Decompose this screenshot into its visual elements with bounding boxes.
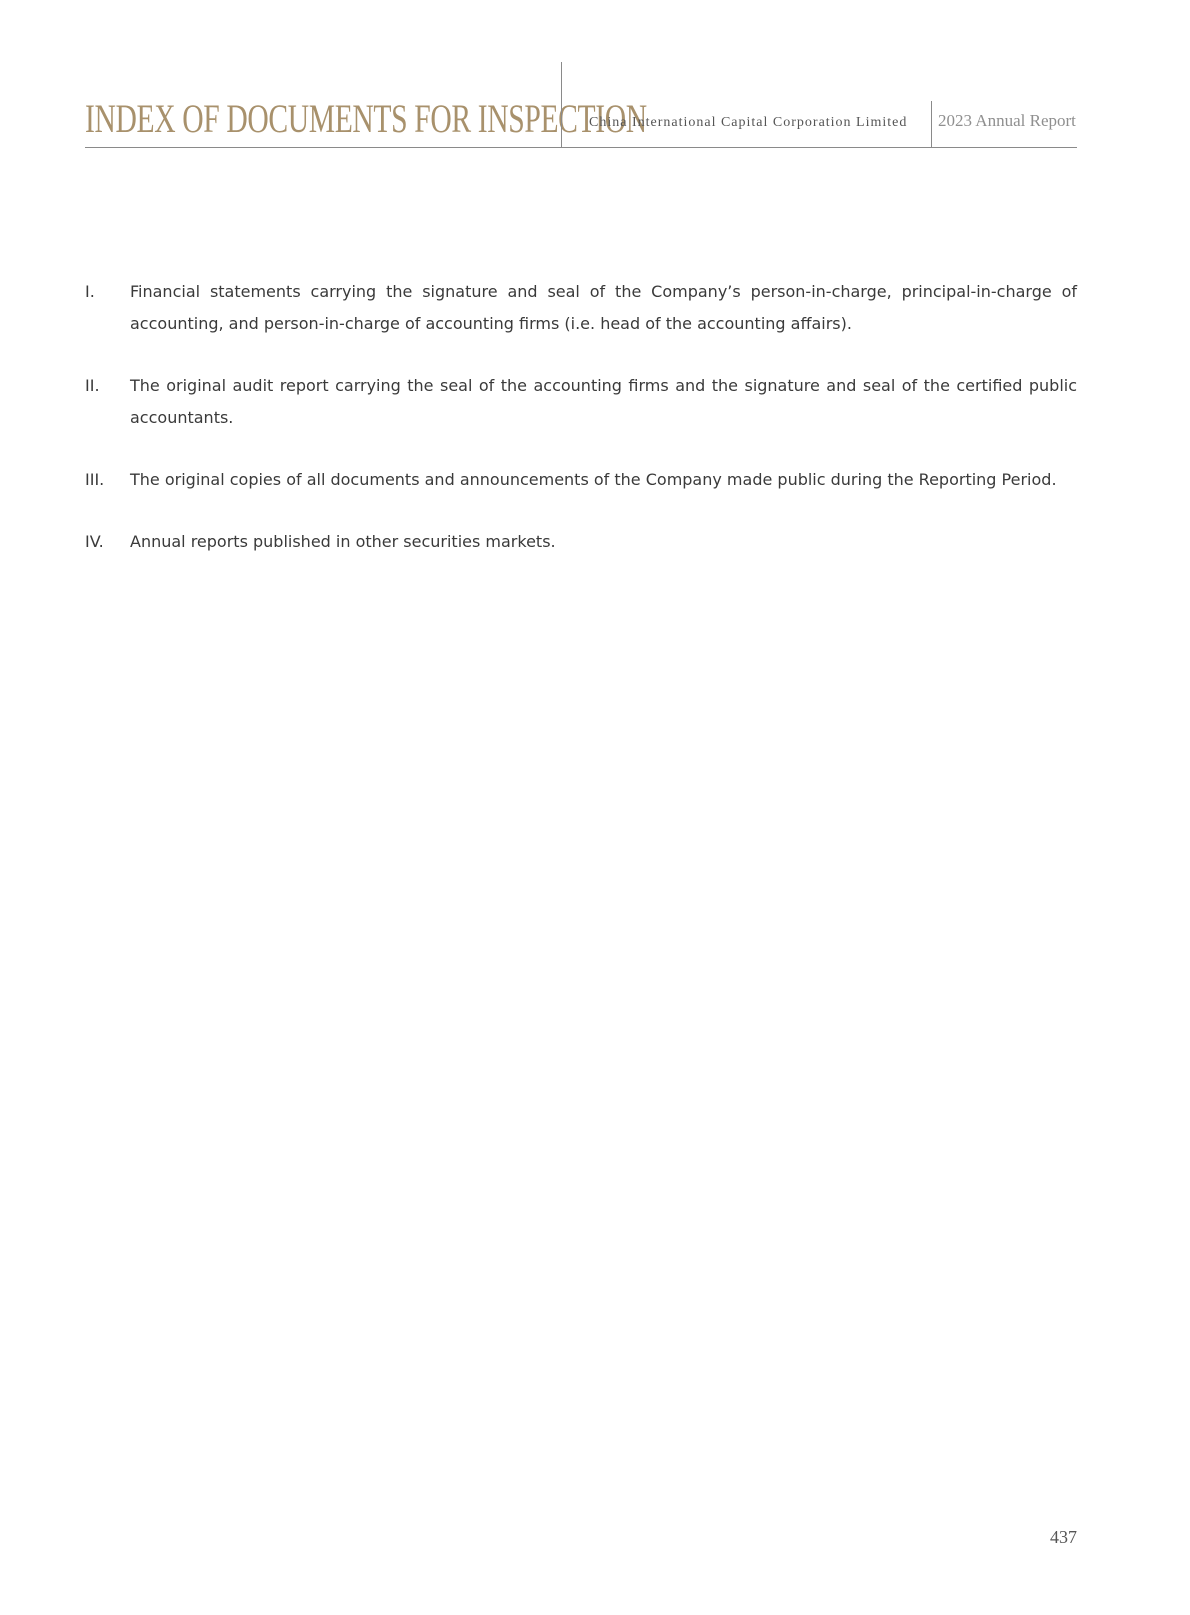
list-item: [85, 464, 1077, 496]
item-number: IV.: [85, 532, 104, 551]
header-divider: [561, 62, 562, 147]
item-number: II.: [85, 376, 100, 395]
item-text: Financial statements carrying the signature and seal of the Company’s person-in-charge, principal-in-charge of accounting, and person-in-charge of accounting firms (i.e. head of the accounting affairs).: [130, 282, 1077, 333]
page-header: [85, 0, 1085, 148]
section-title: INDEX OF DOCUMENTS FOR INSPECTION: [85, 96, 647, 141]
page-number: 437: [1050, 1527, 1077, 1547]
item-number: I.: [85, 282, 95, 301]
list-item: [85, 276, 1077, 340]
documents-list: [85, 276, 1077, 588]
header-rule: [85, 147, 1077, 148]
report-title: 2023 Annual Report: [938, 111, 1076, 130]
list-item: [85, 370, 1077, 434]
item-text: The original copies of all documents and announcements of the Company made public during the Reporting Period.: [130, 470, 1057, 489]
company-name: China International Capital Corporation Limited: [589, 115, 908, 130]
item-text: The original audit report carrying the seal of the accounting firms and the signature and seal of the certified public accountants.: [130, 376, 1077, 427]
item-number: III.: [85, 470, 105, 489]
item-text: Annual reports published in other securities markets.: [130, 532, 556, 551]
list-item: [85, 526, 1077, 558]
header-divider-secondary: [931, 101, 932, 147]
